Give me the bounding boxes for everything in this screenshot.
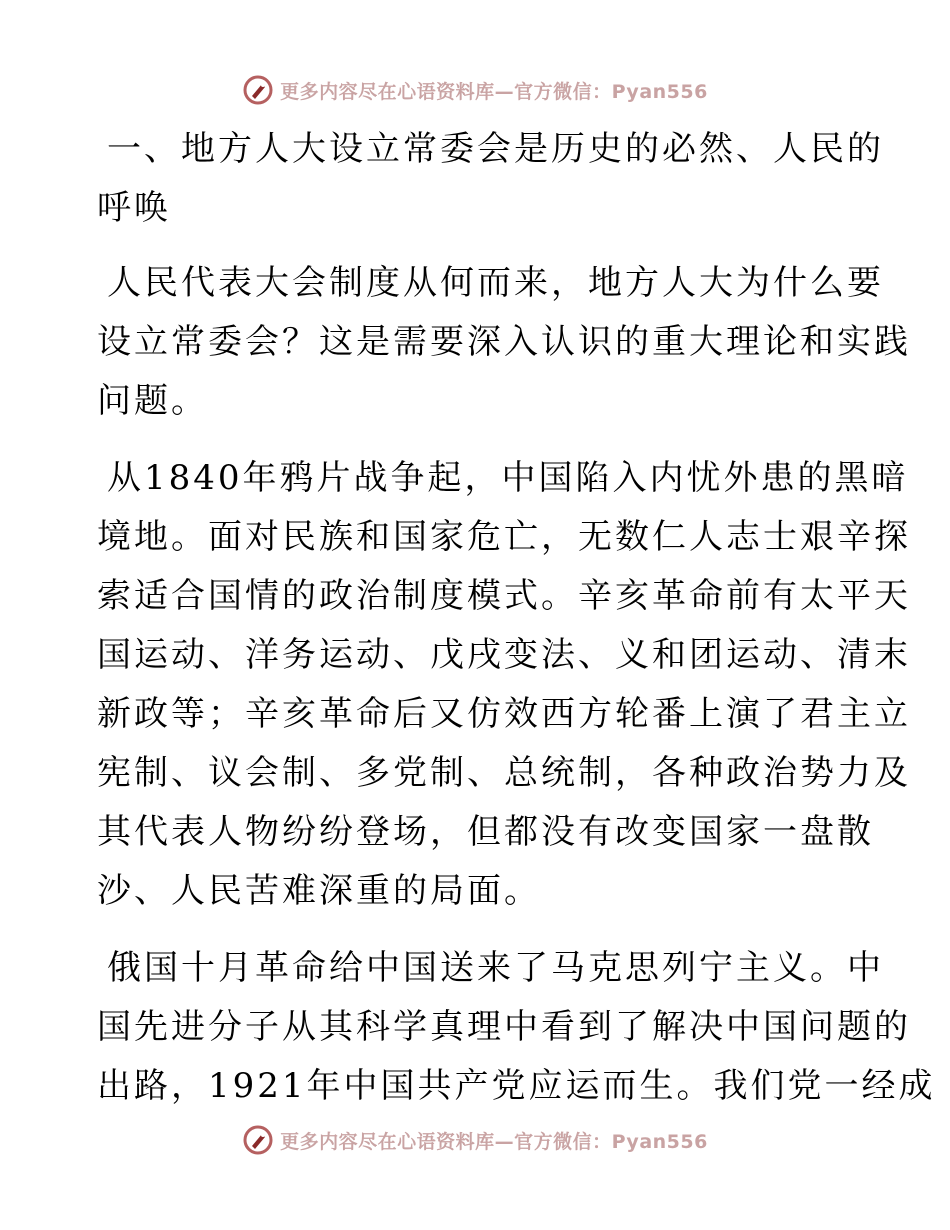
- paragraph: [97, 254, 911, 431]
- paragraph: [97, 939, 936, 1116]
- paragraph: [97, 449, 911, 921]
- text-line: 出路，1921年中国共产党应运而生。我们党一经成: [97, 1066, 936, 1106]
- text-line: 呼唤: [97, 188, 171, 228]
- pen-logo-icon: [242, 1124, 274, 1156]
- pen-logo-icon: [242, 74, 274, 106]
- text-line: 一、地方人大设立常委会是历史的必然、人民的: [107, 129, 884, 169]
- text-line: 俄国十月革命给中国送来了马克思列宁主义。中: [107, 948, 884, 988]
- text-line: 国先进分子从其科学真理中看到了解决中国问题的: [97, 1007, 911, 1047]
- text-line: 从1840年鸦片战争起，中国陷入内忧外患的黑暗: [107, 458, 909, 498]
- text-line: 宪制、议会制、多党制、总统制，各种政治势力及: [97, 753, 911, 793]
- watermark-banner-top: [0, 70, 950, 110]
- watermark-text: 更多内容尽在心语资料库—官方微信：Pyan556: [280, 80, 708, 103]
- text-line: 索适合国情的政治制度模式。辛亥革命前有太平天: [97, 576, 911, 616]
- watermark-text: 更多内容尽在心语资料库—官方微信：Pyan556: [280, 1130, 708, 1153]
- text-line: 新政等；辛亥革命后又仿效西方轮番上演了君主立: [97, 694, 911, 734]
- text-line: 国运动、洋务运动、戊戌变法、义和团运动、清末: [97, 635, 911, 675]
- text-line: 境地。面对民族和国家危亡，无数仁人志士艰辛探: [97, 517, 911, 557]
- text-line: 沙、人民苦难深重的局面。: [97, 871, 541, 911]
- watermark-banner-bottom: [0, 1120, 950, 1160]
- text-line: 其代表人物纷纷登场，但都没有改变国家一盘散: [97, 812, 874, 852]
- document-body: [97, 120, 936, 1116]
- text-line: 问题。: [97, 381, 208, 421]
- section-heading: [97, 120, 884, 238]
- text-line: 人民代表大会制度从何而来，地方人大为什么要: [107, 263, 884, 303]
- text-line: 设立常委会？这是需要深入认识的重大理论和实践: [97, 322, 911, 362]
